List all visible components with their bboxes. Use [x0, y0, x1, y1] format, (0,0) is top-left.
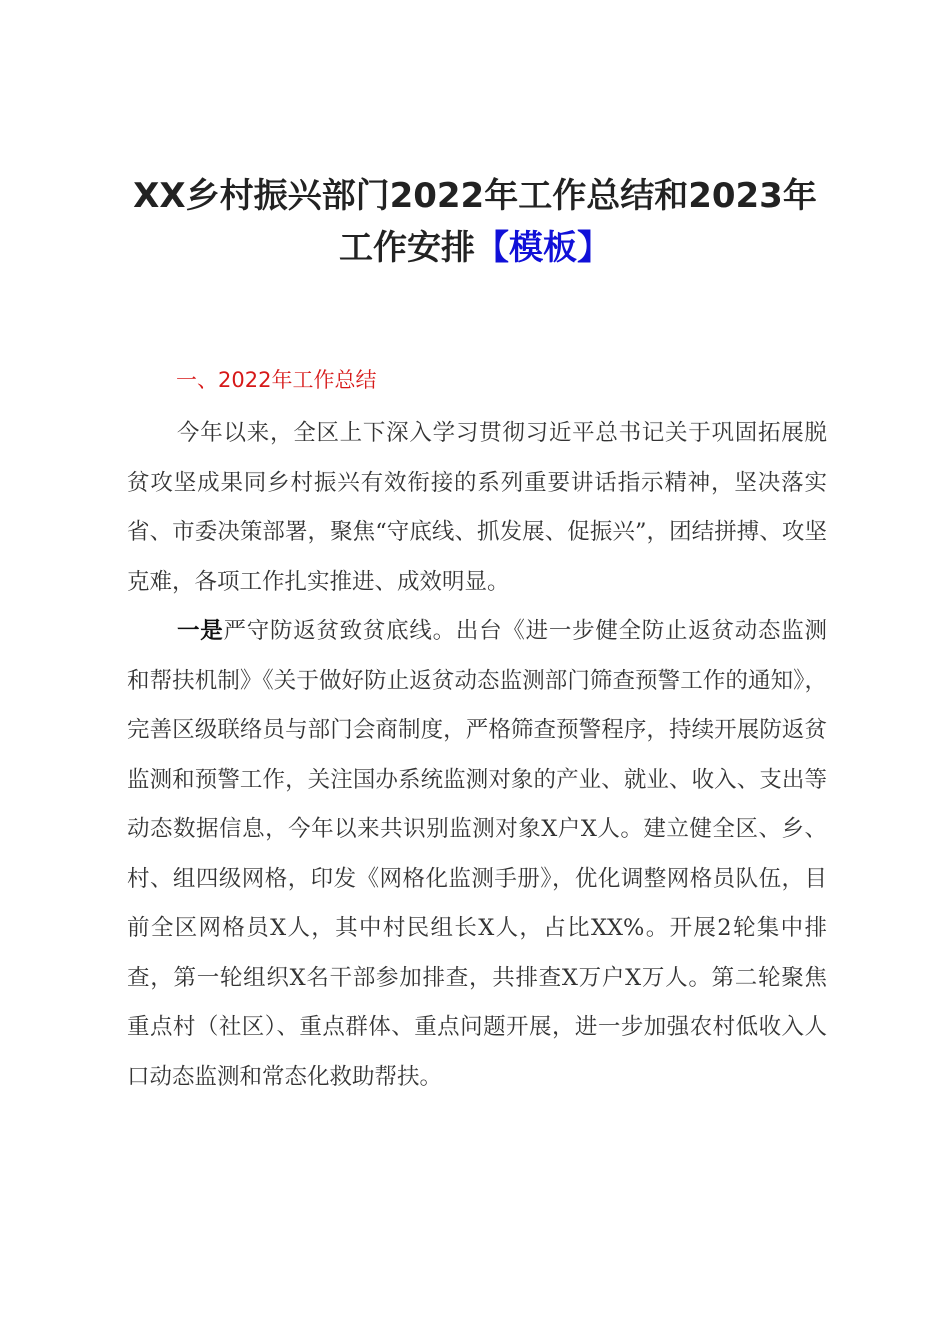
document-title-template-tag: 【模板】 — [475, 228, 611, 268]
document-title-main: 工作安排 — [339, 228, 475, 268]
section-heading: 一、2022年工作总结 — [176, 368, 377, 392]
paragraph-first-point-body: 严守防返贫致贫底线。出台《进一步健全防止返贫动态监测和帮扶机制》《关于做好防止返贫动态监测部门筛查预警工作的通知》，完善区级联络员与部门会商制度，严格筛查预警程序，持续开展防返贫监测和预警工作，关注国办系统监测对象的产业、就业、收入、支出等动态数据信息，今年以来共识别监测对象X户X人。建立健全区、乡、村、组四级网格，印发《网格化监测手册》，优化调整网格员队伍，目前全区网格员X人，其中村民组长X人，占比XX%。开展2轮集中排查，第一轮组织X名干部参加排查，共排查X万户X万人。第二轮聚焦重点村（社区）、重点群体、重点问题开展，进一步加强农村低收入人口动态监测和常态化救助帮扶。 — [127, 618, 827, 1090]
document-title-line-1: XX乡村振兴部门2022年工作总结和2023年 — [133, 176, 817, 216]
paragraph-intro: 今年以来，全区上下深入学习贯彻习近平总书记关于巩固拓展脱贫攻坚成果同乡村振兴有效衔接的系列重要讲话指示精神，坚决落实省、市委决策部署，聚焦“守底线、抓发展、促振兴”，团结拼搏、攻坚克难，各项工作扎实推进、成效明显。 — [127, 420, 827, 595]
paragraph-first-point — [127, 607, 827, 1102]
document-title-line-2 — [80, 220, 870, 269]
paragraph-lead-label: 一是 — [177, 618, 224, 644]
